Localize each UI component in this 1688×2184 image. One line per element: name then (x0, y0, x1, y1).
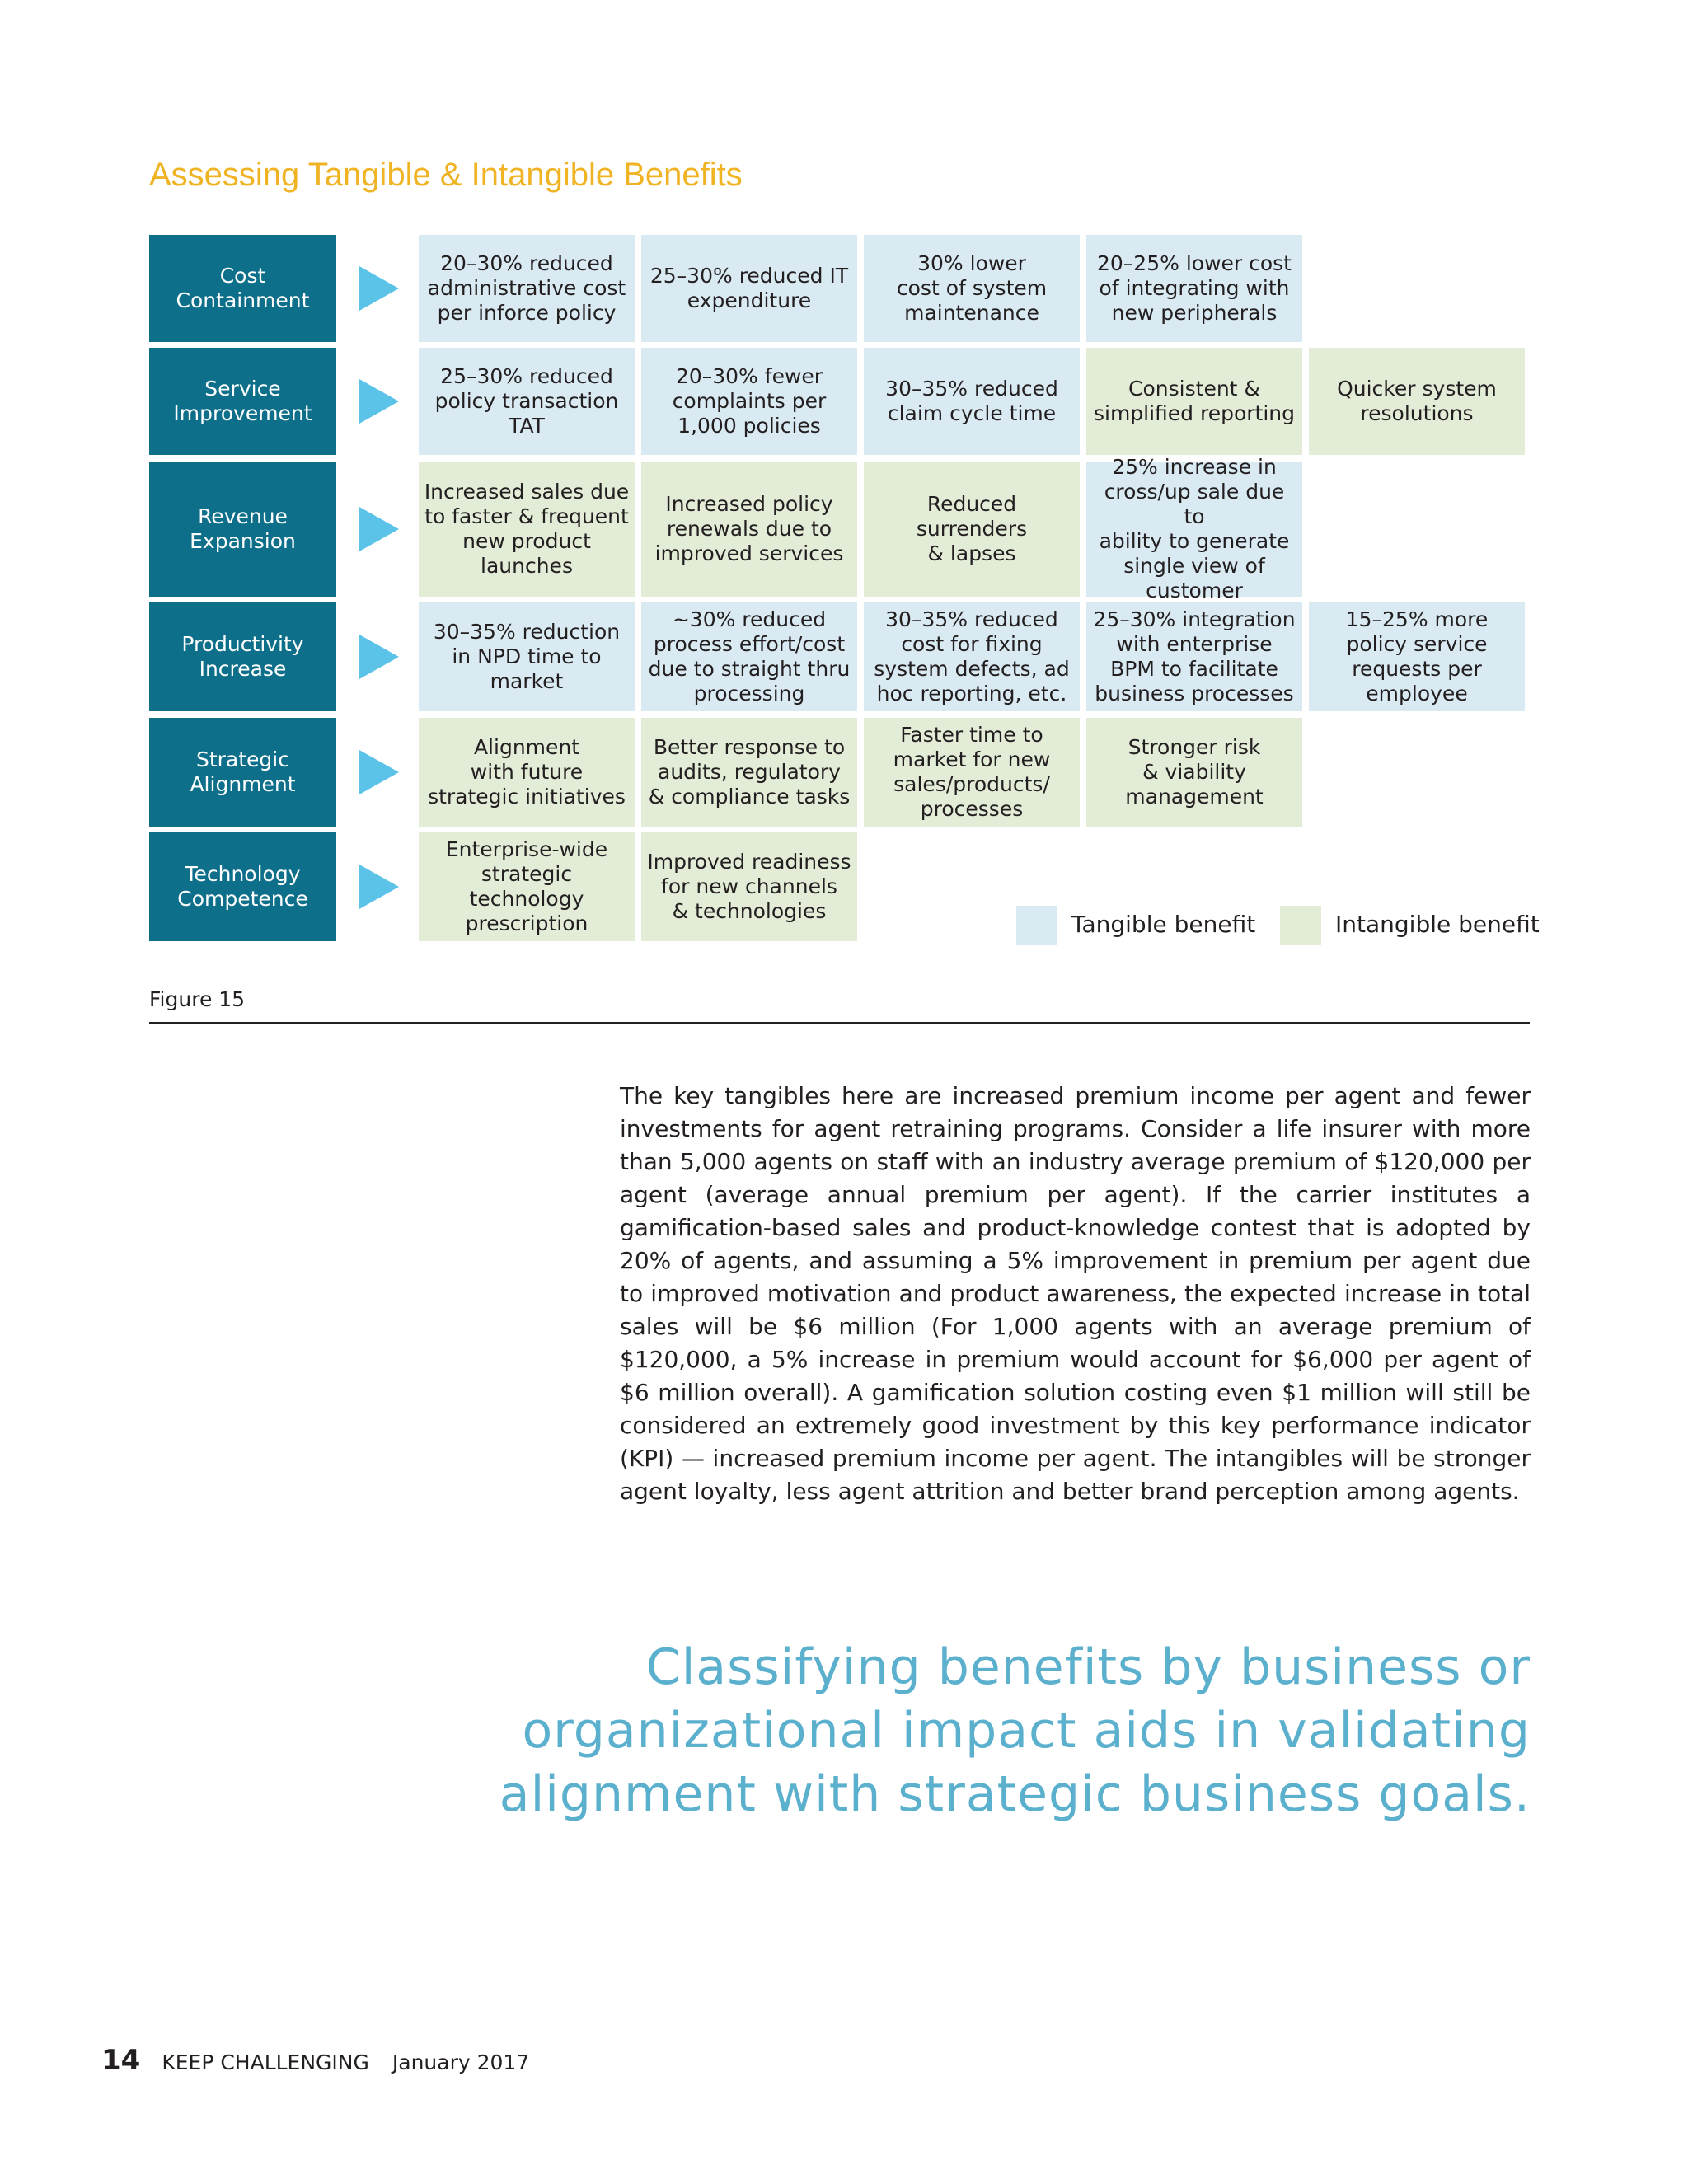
figure-caption: Figure 15 (149, 987, 246, 1011)
category-1: Service Improvement (149, 348, 336, 455)
benefit-cell: 25% increase in cross/up sale due to ability to generate single view of customer (1086, 462, 1302, 597)
legend-tangible-label: Tangible benefit (1071, 911, 1256, 938)
benefit-cell: 20–25% lower cost of integrating with new peripherals (1086, 235, 1302, 342)
arrow-icon (359, 507, 399, 551)
benefit-cell: 30–35% reduction in NPD time to market (419, 602, 635, 711)
benefit-cell: Faster time to market for new sales/products/ processes (864, 718, 1080, 827)
benefit-cell: 25–30% integration with enterprise BPM to facilitate business processes (1086, 602, 1302, 711)
benefit-cell: Quicker system resolutions (1309, 348, 1525, 455)
benefit-cell: Increased policy renewals due to improved services (641, 462, 857, 597)
benefit-cell: Better response to audits, regulatory & compliance tasks (641, 718, 857, 827)
pull-quote: Classifying benefits by business or organizational impact aids in validating alignment with strategic business goals. (499, 1638, 1531, 1823)
figure-divider (149, 1022, 1530, 1024)
benefit-cell: 30–35% reduced cost for fixing system defects, ad hoc reporting, etc. (864, 602, 1080, 711)
benefit-cell: Enterprise-wide strategic technology prescription (419, 832, 635, 941)
benefit-cell: Increased sales due to faster & frequent new product launches (419, 462, 635, 597)
arrow-icon (359, 379, 399, 424)
category-0: Cost Containment (149, 235, 336, 342)
benefit-cell: 30–35% reduced claim cycle time (864, 348, 1080, 455)
arrow-icon (359, 865, 399, 909)
publication-name: KEEP CHALLENGING (162, 2050, 369, 2074)
category-4: Strategic Alignment (149, 718, 336, 827)
benefit-cell: 30% lower cost of system maintenance (864, 235, 1080, 342)
issue-date: January 2017 (392, 2050, 530, 2074)
benefit-cell: Alignment with future strategic initiatives (419, 718, 635, 827)
benefit-cell: Consistent & simplified reporting (1086, 348, 1302, 455)
category-3: Productivity Increase (149, 602, 336, 711)
benefit-cell: ~30% reduced process effort/cost due to straight thru processing (641, 602, 857, 711)
category-5: Technology Competence (149, 832, 336, 941)
page-footer (101, 2044, 529, 2077)
page-number: 14 (101, 2044, 141, 2077)
benefit-cell: 20–30% fewer complaints per 1,000 policies (641, 348, 857, 455)
benefit-cell: Stronger risk & viability management (1086, 718, 1302, 827)
legend-tangible-swatch (1016, 906, 1057, 945)
legend-intangible-swatch (1280, 906, 1321, 945)
category-2: Revenue Expansion (149, 462, 336, 597)
arrow-icon (359, 750, 399, 794)
benefit-cell: 25–30% reduced policy transaction TAT (419, 348, 635, 455)
benefit-cell: 25–30% reduced IT expenditure (641, 235, 857, 342)
benefit-cell: Improved readiness for new channels & technologies (641, 832, 857, 941)
legend-intangible-label: Intangible benefit (1335, 911, 1540, 938)
body-paragraph: The key tangibles here are increased premium income per agent and fewer investments for agent retraining programs. Consider a life insurer with more than 5,000 agents on staff with an industry average premium of $120,000 per agent (average annual premium per agent). If the carrier institutes a gamification-based sales and product-knowledge contest that is adopted by 20% of agents, and assuming a 5% improvement in premium per agent due to improved motivation and product awareness, the expected increase in total sales will be $6 million (For 1,000 agents with an average premium of $120,000, a 5% increase in premium would account for $6,000 per agent of $6 million overall). A gamification solution costing even $1 million will still be considered an extremely good investment by this key performance indicator (KPI) — increased premium income per agent. The intangibles will be stronger agent loyalty, less agent attrition and better brand perception among agents. (620, 1082, 1531, 1505)
figure-title: Assessing Tangible & Intangible Benefits (149, 157, 743, 193)
benefit-cell: Reduced surrenders & lapses (864, 462, 1080, 597)
arrow-icon (359, 266, 399, 311)
arrow-icon (359, 635, 399, 679)
benefit-cell: 15–25% more policy service requests per employee (1309, 602, 1525, 711)
benefit-cell: 20–30% reduced administrative cost per inforce policy (419, 235, 635, 342)
